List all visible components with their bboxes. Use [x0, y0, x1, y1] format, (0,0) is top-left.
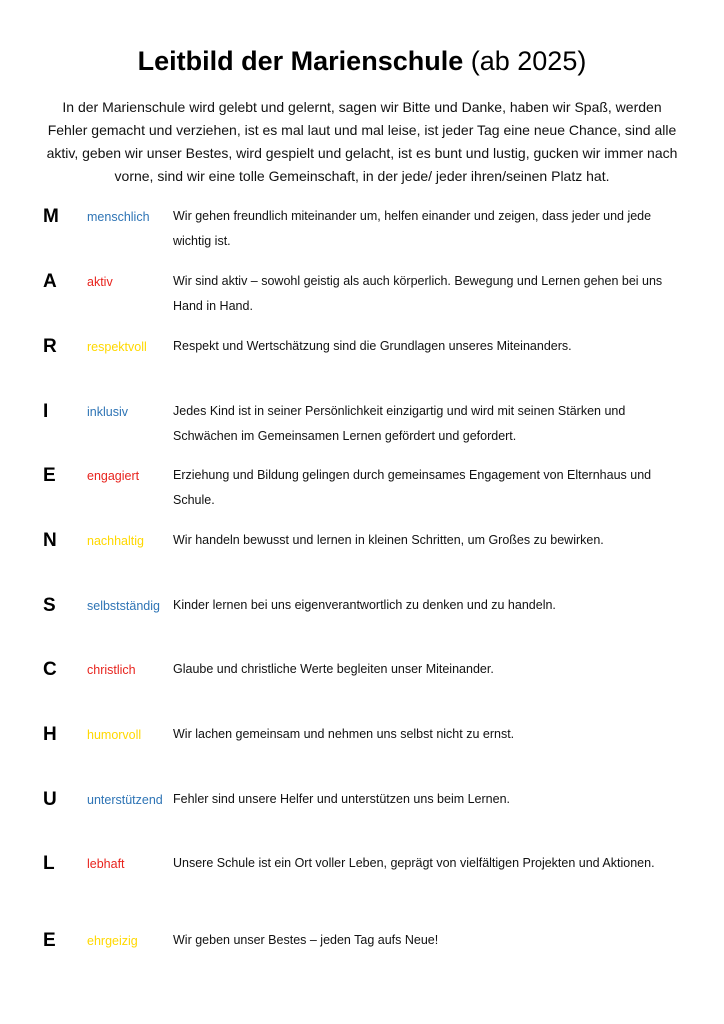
acrostic-word: unterstützend — [87, 793, 163, 807]
acrostic-word: lebhaft — [87, 857, 125, 871]
acrostic-letter: L — [43, 853, 55, 874]
acrostic-description: Fehler sind unsere Helfer und unterstützen uns beim Lernen. — [173, 792, 510, 806]
page-title — [0, 46, 724, 77]
acrostic-description: Erziehung und Bildung gelingen durch gemeinsames Engagement von Elternhaus und Schule. — [173, 468, 652, 507]
acrostic-letter: I — [43, 401, 49, 422]
acrostic-letter: R — [43, 336, 57, 357]
acrostic-description: Unsere Schule ist ein Ort voller Leben, geprägt von vielfältigen Projekten und Aktionen. — [173, 856, 655, 870]
acrostic-letter: M — [43, 206, 59, 227]
acrostic-word: aktiv — [87, 275, 113, 289]
acrostic-description: Respekt und Wertschätzung sind die Grundlagen unseres Miteinanders. — [173, 339, 572, 353]
acrostic-description: Wir geben unser Bestes – jeden Tag aufs Neue! — [173, 933, 439, 947]
acrostic-description: Jedes Kind ist in seiner Persönlichkeit einzigartig und wird mit seinen Stärken und Schwächen im Gemeinsamen Lernen gefördert und gefordert. — [173, 404, 626, 443]
acrostic-word: respektvoll — [87, 340, 147, 354]
acrostic-description: Wir handeln bewusst und lernen in kleinen Schritten, um Großes zu bewirken. — [173, 533, 604, 547]
acrostic-description: Wir sind aktiv – sowohl geistig als auch körperlich. Bewegung und Lernen gehen bei uns Hand in Hand. — [173, 274, 663, 313]
acrostic-description: Wir gehen freundlich miteinander um, helfen einander und zeigen, dass jeder und jede wichtig ist. — [173, 209, 652, 248]
acrostic-word: engagiert — [87, 469, 140, 483]
intro-paragraph: In der Marienschule wird gelebt und gelernt, sagen wir Bitte und Danke, haben wir Spaß, werden Fehler gemacht und verziehen, ist es mal laut und mal leise, ist jeder Tag eine neue Chance, sind alle aktiv, geben wir unser Bestes, wird gespielt und gelacht, ist es bunt und lustig, gucken wir immer nach vorne, sind wir eine tolle Gemeinschaft, in der jede/ jeder ihren/seinen Platz hat. — [46, 99, 678, 184]
title-main: Leitbild der Marienschule — [137, 46, 464, 76]
acrostic-word: christlich — [87, 663, 136, 677]
acrostic-description: Kinder lernen bei uns eigenverantwortlich zu denken und zu handeln. — [173, 598, 556, 612]
acrostic-word: selbstständig — [87, 599, 160, 613]
acrostic-word: inklusiv — [87, 405, 128, 419]
acrostic-letter: N — [43, 530, 57, 551]
acrostic-description: Wir lachen gemeinsam und nehmen uns selbst nicht zu ernst. — [173, 727, 515, 741]
acrostic-word: menschlich — [87, 210, 150, 224]
acrostic-word: ehrgeizig — [87, 934, 138, 948]
acrostic-word: humorvoll — [87, 728, 142, 742]
acrostic-letter: S — [43, 595, 56, 616]
title-sub: (ab 2025) — [470, 46, 587, 76]
acrostic-letter: C — [43, 659, 57, 680]
acrostic-letter: E — [43, 930, 56, 951]
acrostic-letter: U — [43, 789, 57, 810]
acrostic-letter: A — [43, 271, 57, 292]
acrostic-letter: E — [43, 465, 56, 486]
acrostic-letter: H — [43, 724, 57, 745]
acrostic-description: Glaube und christliche Werte begleiten unser Miteinander. — [173, 662, 494, 676]
acrostic-word: nachhaltig — [87, 534, 144, 548]
